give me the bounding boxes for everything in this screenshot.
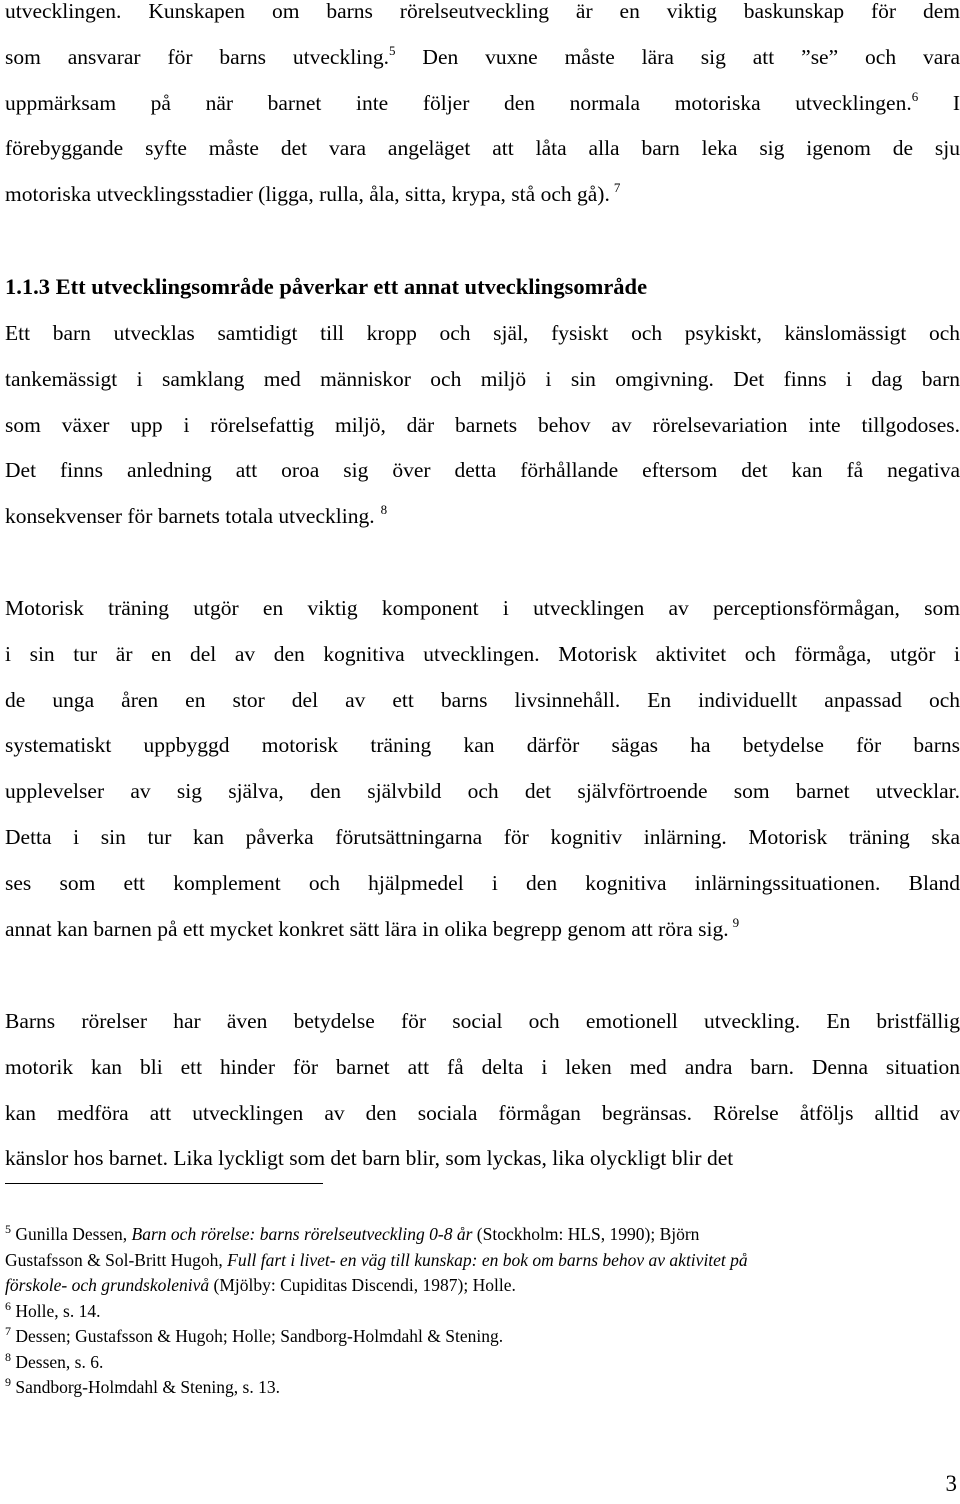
text-line: annat kan barnen på ett mycket konkret sätt lära in olika begrepp genom att röra sig. $^9$ — [5, 914, 740, 941]
footnote-ref[interactable]: 8 — [380, 502, 388, 518]
text-line: Det finns anledning att oroa sig över detta förhållande eftersom det kan få negativa — [5, 458, 960, 483]
text-line: motoriska utvecklingsstadier (ligga, rulla, åla, sitta, krypa, stå och gå). $^7$ — [5, 180, 621, 207]
footnote-number: 8 — [5, 1350, 11, 1364]
footnote-ref[interactable]: 5 — [389, 42, 396, 58]
text-line: Detta i sin tur kan påverka förutsättningarna för kognitiv inlärning. Motorisk träning ska — [5, 824, 960, 849]
footnote-line: $^7$ Dessen; Gustafsson & Hugoh; Holle; Sandborg-Holmdahl & Stening. — [5, 1324, 504, 1346]
text-line: tankemässigt i samklang med människor och miljö i sin omgivning. Det finns i dag barn — [5, 366, 960, 391]
footnote-9 — [5, 1375, 960, 1401]
text-line: systematiskt uppbyggd motorisk träning kan därför sägas ha betydelse för barns — [5, 733, 960, 758]
text-line: Barns rörelser har även betydelse för social och emotionell utveckling. En bristfällig — [5, 1009, 960, 1033]
footnote-8 — [5, 1350, 960, 1376]
paragraph-2 — [5, 311, 960, 540]
footnote-number: 7 — [5, 1324, 11, 1338]
paragraph-1 — [5, 0, 960, 218]
footnote-line: förskole- och grundskolenivå (Mjölby: Cupiditas Discendi, 1987); Holle. — [5, 1275, 516, 1295]
text-line: kan medföra att utvecklingen av den sociala förmågan begränsas. Rörelse åtföljs alltid av — [5, 1100, 960, 1125]
footnote-line: $^6$ Holle, s. 14. — [5, 1299, 101, 1321]
text-line: konsekvenser för barnets totala utveckling. $^8$ — [5, 502, 388, 529]
section-heading: 1.1.3 Ett utvecklingsområde påverkar ett annat utvecklingsområde — [5, 274, 648, 299]
footnote-line: $^5$ Gunilla Dessen, Barn och rörelse: barns rörelseutveckling 0-8 år (Stockholm: HLS, 1990); Björn — [5, 1222, 700, 1244]
footnote-number: 9 — [5, 1375, 11, 1389]
footnote-ref[interactable]: 6 — [911, 88, 919, 104]
text-line: utvecklingen. Kunskapen om barns rörelseutveckling är en viktig baskunskap för dem — [5, 0, 960, 23]
footnote-ref[interactable]: 9 — [732, 914, 740, 930]
text-line: Ett barn utvecklas samtidigt till kropp och själ, fysiskt och psykiskt, känslomässigt och — [5, 321, 960, 345]
footnote-line: Gustafsson & Sol-Britt Hugoh, Full fart i livet- en väg till kunskap: en bok om barns behov av aktivitet på — [5, 1249, 748, 1270]
text-line: som växer upp i rörelsefattig miljö, där barnets behov av rörelsevariation inte tillgodoses. — [5, 412, 960, 437]
footnote-number: 6 — [5, 1299, 11, 1313]
text-line: som ansvarar för barns utveckling.$^5$ Den vuxne måste lära sig att ”se” och vara — [5, 42, 960, 69]
text-line: uppmärksam på när barnet inte följer den normala motoriska utvecklingen.$^6$ I — [5, 88, 960, 115]
footnote-separator — [5, 1183, 323, 1184]
page-number: 3 — [945, 1471, 957, 1496]
footnote-5 — [5, 1222, 960, 1299]
paragraph-3 — [5, 586, 960, 952]
footnote-6 — [5, 1299, 960, 1325]
footnote-number: 5 — [5, 1222, 11, 1236]
footnote-ref[interactable]: 7 — [613, 180, 621, 196]
text-line: motorik kan bli ett hinder för barnet att få delta i leken med andra barn. Denna situation — [5, 1054, 960, 1079]
footnote-7 — [5, 1324, 960, 1350]
text-line: känslor hos barnet. Lika lyckligt som det barn blir, som lyckas, lika olyckligt blir det — [5, 1146, 734, 1171]
text-line: ses som ett komplement och hjälpmedel i den kognitiva inlärningssituationen. Bland — [5, 870, 960, 895]
text-line: de unga åren en stor del av ett barns livsinnehåll. En individuellt anpassad och — [5, 687, 960, 712]
footnote-line: $^8$ Dessen, s. 6. — [5, 1350, 104, 1372]
text-line: upplevelser av sig själva, den självbild och det självförtroende som barnet utvecklar. — [5, 779, 960, 804]
text-line: i sin tur är en del av den kognitiva utvecklingen. Motorisk aktivitet och förmåga, utgör i — [5, 641, 960, 666]
text-line: Motorisk träning utgör en viktig komponent i utvecklingen av perceptionsförmågan, som — [5, 596, 960, 620]
footnote-line: $^9$ Sandborg-Holmdahl & Stening, s. 13. — [5, 1375, 280, 1397]
paragraph-4 — [5, 999, 960, 1182]
text-line: förebyggande syfte måste det vara angeläget att låta alla barn leka sig igenom de sju — [5, 136, 960, 161]
